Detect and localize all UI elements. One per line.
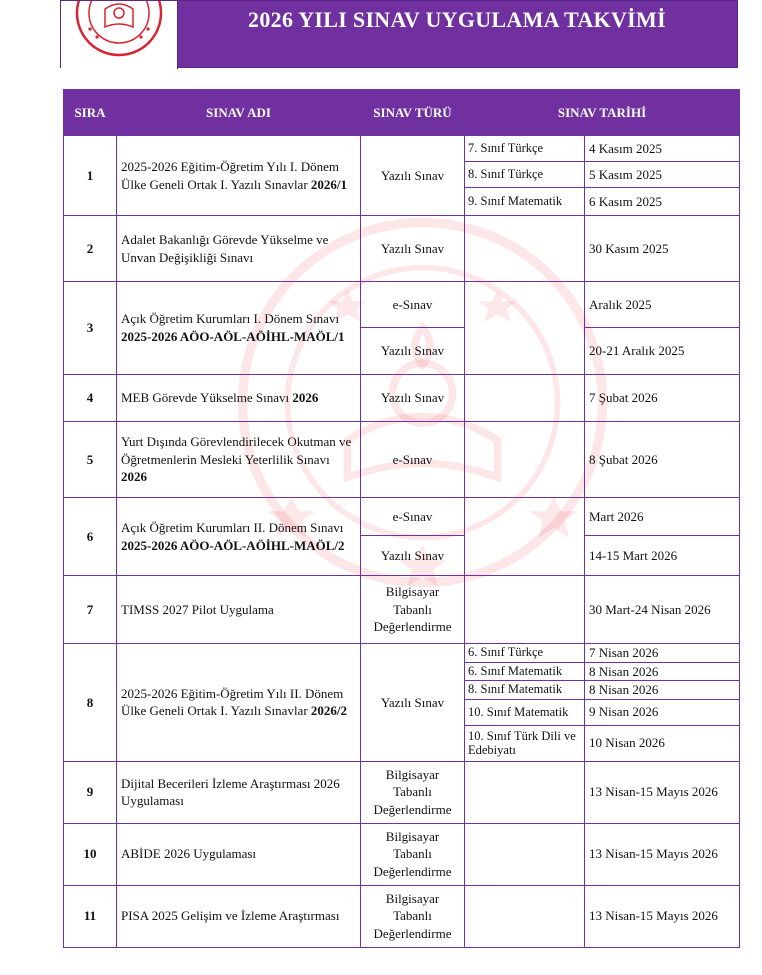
col-header-name: SINAV ADI — [117, 90, 361, 136]
exam-type: e-Sınav — [361, 498, 465, 536]
exam-date: 13 Nisan-15 Mayıs 2026 — [585, 761, 740, 823]
exam-type: Yazılı Sınav — [361, 328, 465, 375]
col-header-date: SINAV TARİHİ — [465, 90, 740, 136]
row-number: 7 — [64, 576, 117, 644]
sub-exam-label — [465, 823, 585, 885]
table-row — [64, 498, 740, 536]
exam-date: 30 Mart-24 Nisan 2026 — [585, 576, 740, 644]
row-number: 5 — [64, 422, 117, 498]
sub-exam-label: 10. Sınıf Türk Dili ve Edebiyatı — [465, 725, 585, 761]
exam-date: 8 Şubat 2026 — [585, 422, 740, 498]
exam-name: Dijital Becerileri İzleme Araştırması 2026 Uygulaması — [117, 761, 361, 823]
exam-name: Adalet Bakanlığı Görevde Yükselme ve Unvan Değişikliği Sınavı — [117, 216, 361, 282]
row-number: 4 — [64, 375, 117, 422]
exam-name: 2025-2026 Eğitim-Öğretim Yılı I. Dönem Ülke Geneli Ortak I. Yazılı Sınavlar 2026/1 — [117, 136, 361, 216]
exam-date: 5 Kasım 2025 — [585, 162, 740, 188]
sub-exam-label: 6. Sınıf Matematik — [465, 662, 585, 681]
row-number: 10 — [64, 823, 117, 885]
exam-date: 20-21 Aralık 2025 — [585, 328, 740, 375]
exam-name: PISA 2025 Gelişim ve İzleme Araştırması — [117, 885, 361, 947]
table-row — [64, 885, 740, 947]
table-row — [64, 216, 740, 282]
sub-exam-label: 10. Sınıf Matematik — [465, 699, 585, 725]
exam-date: 7 Şubat 2026 — [585, 375, 740, 422]
sub-exam-label — [465, 576, 585, 644]
exam-name: TIMSS 2027 Pilot Uygulama — [117, 576, 361, 644]
exam-date: 30 Kasım 2025 — [585, 216, 740, 282]
exam-date: 8 Nisan 2026 — [585, 681, 740, 700]
sub-exam-label: 8. Sınıf Matematik — [465, 681, 585, 700]
table-header-row — [64, 90, 740, 136]
sub-exam-label — [465, 422, 585, 498]
table-row — [64, 375, 740, 422]
table-row — [64, 422, 740, 498]
exam-type: Yazılı Sınav — [361, 536, 465, 576]
exam-name: Açık Öğretim Kurumları I. Dönem Sınavı 2025-2026 AÖO-AÖL-AÖİHL-MAÖL/1 — [117, 282, 361, 375]
exam-type: Bilgisayar Tabanlı Değerlendirme — [361, 761, 465, 823]
exam-type: Yazılı Sınav — [361, 644, 465, 762]
sub-exam-label: 9. Sınıf Matematik — [465, 188, 585, 216]
sub-exam-label — [465, 761, 585, 823]
exam-schedule-table — [63, 89, 740, 948]
exam-name: Yurt Dışında Görevlendirilecek Okutman ve Öğretmenlerin Mesleki Yeterlilik Sınavı 2026 — [117, 422, 361, 498]
exam-name: Açık Öğretim Kurumları II. Dönem Sınavı 2025-2026 AÖO-AÖL-AÖİHL-MAÖL/2 — [117, 498, 361, 576]
sub-exam-label — [465, 375, 585, 422]
row-number: 2 — [64, 216, 117, 282]
row-number: 6 — [64, 498, 117, 576]
table-row — [64, 576, 740, 644]
sub-exam-label: 8. Sınıf Türkçe — [465, 162, 585, 188]
row-number: 11 — [64, 885, 117, 947]
exam-type: Yazılı Sınav — [361, 136, 465, 216]
exam-type: Yazılı Sınav — [361, 375, 465, 422]
exam-date: Mart 2026 — [585, 498, 740, 536]
exam-date: Aralık 2025 — [585, 282, 740, 328]
exam-name: MEB Görevde Yükselme Sınavı 2026 — [117, 375, 361, 422]
sub-exam-label — [465, 282, 585, 375]
exam-date: 8 Nisan 2026 — [585, 662, 740, 681]
sub-exam-label: 7. Sınıf Türkçe — [465, 136, 585, 162]
exam-date: 4 Kasım 2025 — [585, 136, 740, 162]
exam-type: Bilgisayar Tabanlı Değerlendirme — [361, 576, 465, 644]
exam-name: ABİDE 2026 Uygulaması — [117, 823, 361, 885]
exam-type: Bilgisayar Tabanlı Değerlendirme — [361, 885, 465, 947]
table-row — [64, 282, 740, 328]
row-number: 8 — [64, 644, 117, 762]
meb-logo — [61, 1, 178, 69]
exam-type: e-Sınav — [361, 282, 465, 328]
exam-type: e-Sınav — [361, 422, 465, 498]
exam-date: 13 Nisan-15 Mayıs 2026 — [585, 823, 740, 885]
page-header — [60, 0, 738, 68]
table-row — [64, 823, 740, 885]
exam-date: 10 Nisan 2026 — [585, 725, 740, 761]
exam-date: 14-15 Mart 2026 — [585, 536, 740, 576]
col-header-type: SINAV TÜRÜ — [361, 90, 465, 136]
page-title: 2026 YILI SINAV UYGULAMA TAKVİMİ — [248, 7, 666, 32]
exam-date: 7 Nisan 2026 — [585, 644, 740, 663]
row-number: 9 — [64, 761, 117, 823]
exam-date: 9 Nisan 2026 — [585, 699, 740, 725]
exam-name: 2025-2026 Eğitim-Öğretim Yılı II. Dönem Ülke Geneli Ortak I. Yazılı Sınavlar 2026/2 — [117, 644, 361, 762]
sub-exam-label: 6. Sınıf Türkçe — [465, 644, 585, 663]
exam-date: 6 Kasım 2025 — [585, 188, 740, 216]
row-number: 1 — [64, 136, 117, 216]
sub-exam-label — [465, 885, 585, 947]
sub-exam-label — [465, 216, 585, 282]
exam-type: Bilgisayar Tabanlı Değerlendirme — [361, 823, 465, 885]
table-row — [64, 761, 740, 823]
table-row — [64, 136, 740, 162]
row-number: 3 — [64, 282, 117, 375]
exam-type: Yazılı Sınav — [361, 216, 465, 282]
table-row — [64, 644, 740, 663]
col-header-no: SIRA — [64, 90, 117, 136]
sub-exam-label — [465, 498, 585, 576]
exam-date: 13 Nisan-15 Mayıs 2026 — [585, 885, 740, 947]
